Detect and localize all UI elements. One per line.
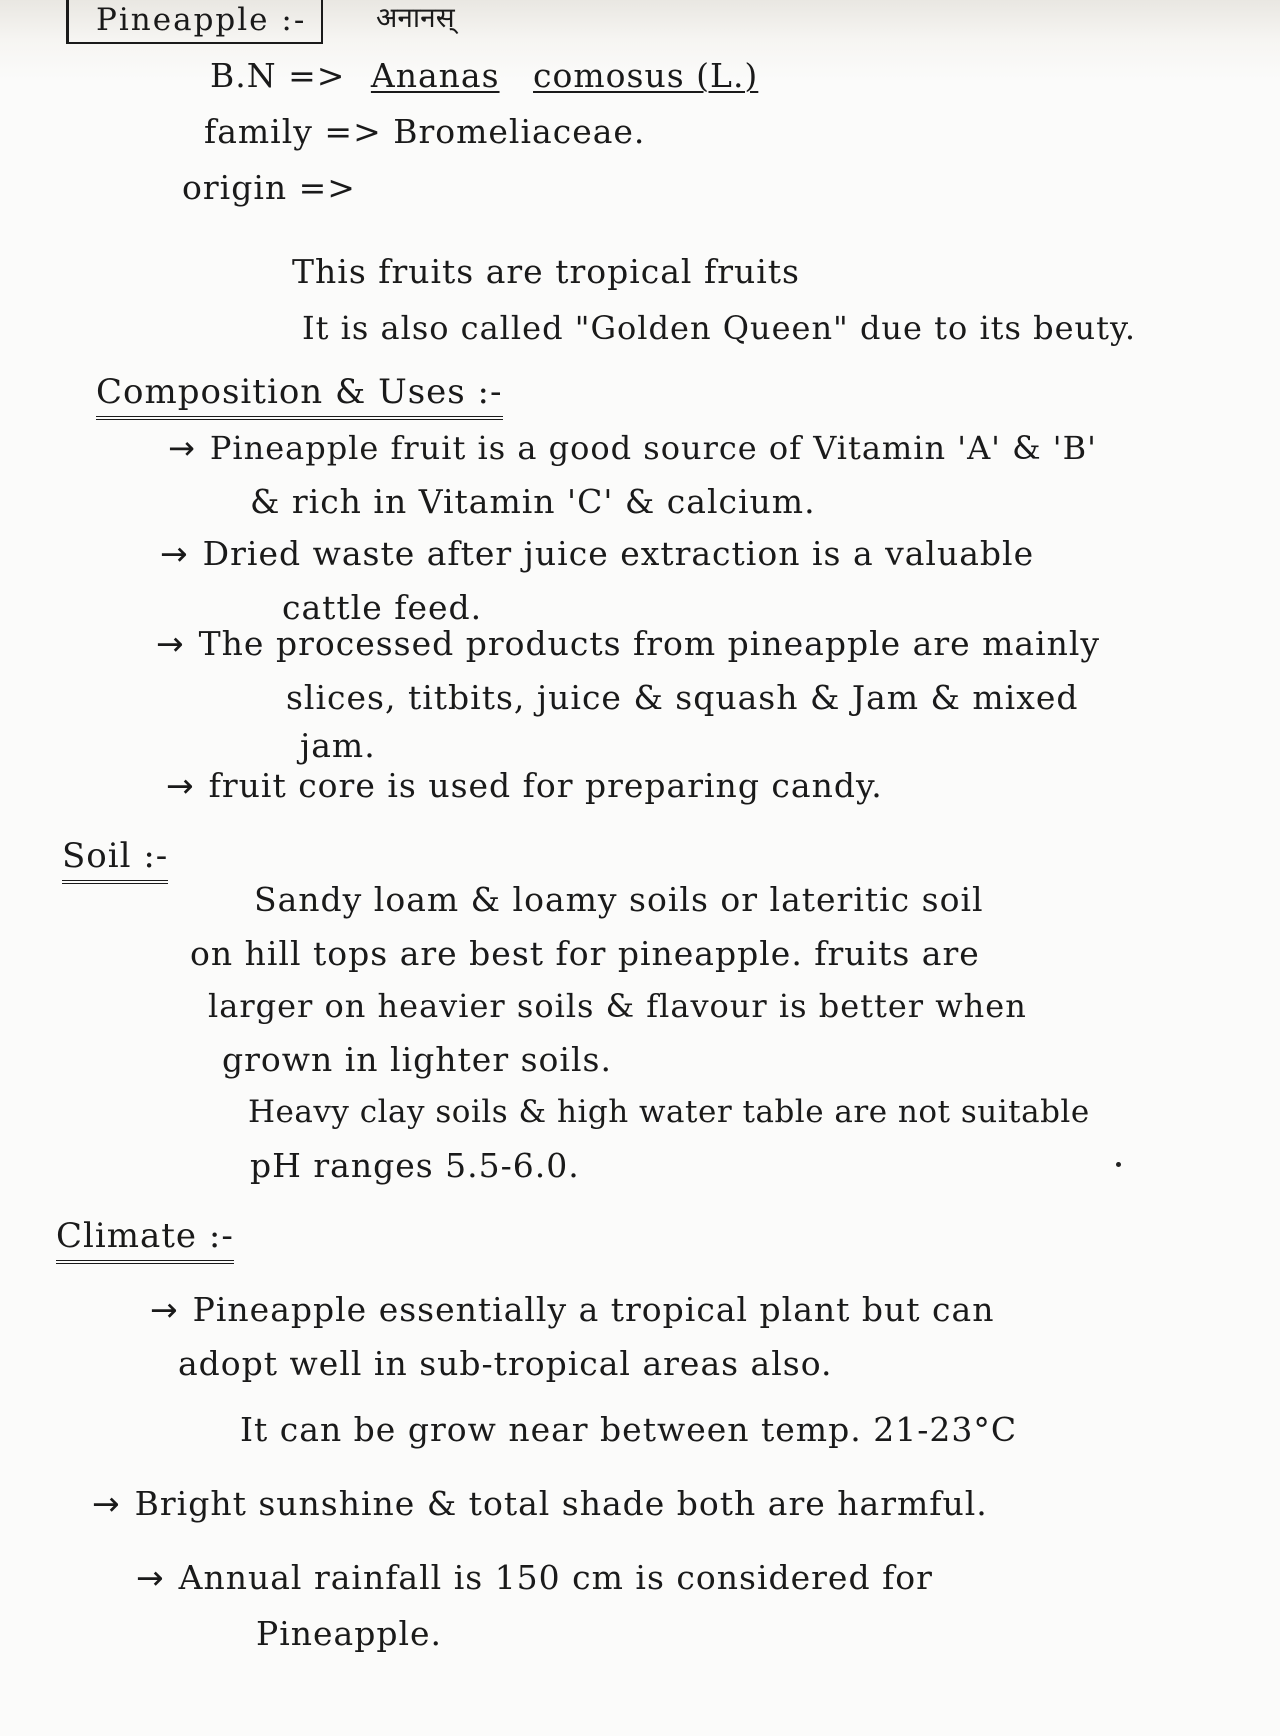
composition-item-3-text: The processed products from pineapple are mainly — [198, 624, 1101, 663]
composition-item-3-line-1 — [156, 624, 1100, 664]
climate-item-1-line-2: adopt well in sub-tropical areas also. — [178, 1344, 833, 1383]
botanical-genus: Ananas — [370, 56, 500, 95]
soil-heading: Soil :- — [62, 836, 168, 884]
composition-item-2-text: Dried waste after juice extraction is a valuable — [202, 534, 1035, 573]
origin-line: origin => — [182, 168, 356, 207]
composition-item-4-line-1 — [166, 766, 883, 806]
composition-item-1-text: Pineapple fruit is a good source of Vitamin 'A' & 'B' — [209, 429, 1097, 467]
climate-temp-line: It can be grow near between temp. 21-23°C — [240, 1410, 1018, 1449]
arrow-right-icon: → — [160, 534, 189, 573]
climate-item-3-text: Annual rainfall is 150 cm is considered for — [178, 1558, 933, 1597]
composition-heading: Composition & Uses :- — [96, 372, 503, 420]
composition-item-4-text: fruit core is used for preparing candy. — [208, 766, 883, 805]
botanical-species: comosus (L.) — [533, 56, 759, 95]
arrow-right-icon: → — [166, 766, 195, 805]
climate-item-2-text: Bright sunshine & total shade both are harmful. — [134, 1484, 988, 1523]
family-line: family => Bromeliaceae. — [204, 112, 646, 151]
ink-dot — [1116, 1162, 1121, 1167]
soil-line-4: grown in lighter soils. — [222, 1040, 612, 1079]
climate-item-3-line-2: Pineapple. — [256, 1614, 443, 1653]
soil-line-2: on hill tops are best for pineapple. fruits are — [190, 934, 980, 973]
intro-line-1: This fruits are tropical fruits — [292, 252, 800, 291]
climate-item-3-line-1 — [136, 1558, 933, 1598]
composition-item-3-line-3: jam. — [300, 726, 376, 765]
arrow-right-icon: → — [150, 1290, 179, 1329]
composition-item-1-line-2: & rich in Vitamin 'C' & calcium. — [250, 482, 816, 521]
botanical-name-line — [210, 56, 758, 96]
arrow-right-icon: → — [168, 429, 196, 467]
arrow-right-icon: → — [136, 1558, 165, 1597]
soil-line-6: pH ranges 5.5-6.0. — [250, 1146, 580, 1185]
arrow-right-icon: → — [156, 624, 185, 663]
climate-item-2-line-1 — [92, 1484, 988, 1524]
composition-item-1-line-1 — [168, 428, 1097, 468]
hindi-title: अनानस् — [376, 1, 455, 34]
composition-item-2-line-1 — [160, 534, 1034, 574]
composition-item-3-line-2: slices, titbits, juice & squash & Jam & mixed — [286, 678, 1079, 717]
botanical-name-prefix: B.N => — [210, 56, 346, 95]
climate-heading: Climate :- — [56, 1216, 234, 1264]
intro-line-2: It is also called "Golden Queen" due to its beuty. — [302, 309, 1137, 347]
composition-item-2-line-2: cattle feed. — [282, 588, 483, 627]
climate-item-1-text: Pineapple essentially a tropical plant but can — [192, 1290, 995, 1329]
arrow-right-icon: → — [92, 1484, 121, 1523]
soil-line-3: larger on heavier soils & flavour is better when — [208, 987, 1027, 1025]
soil-line-1: Sandy loam & loamy soils or lateritic soil — [254, 880, 984, 919]
climate-item-1-line-1 — [150, 1290, 994, 1330]
soil-line-5: Heavy clay soils & high water table are not suitable — [248, 1094, 1090, 1130]
page-title: Pineapple :- — [96, 2, 307, 38]
